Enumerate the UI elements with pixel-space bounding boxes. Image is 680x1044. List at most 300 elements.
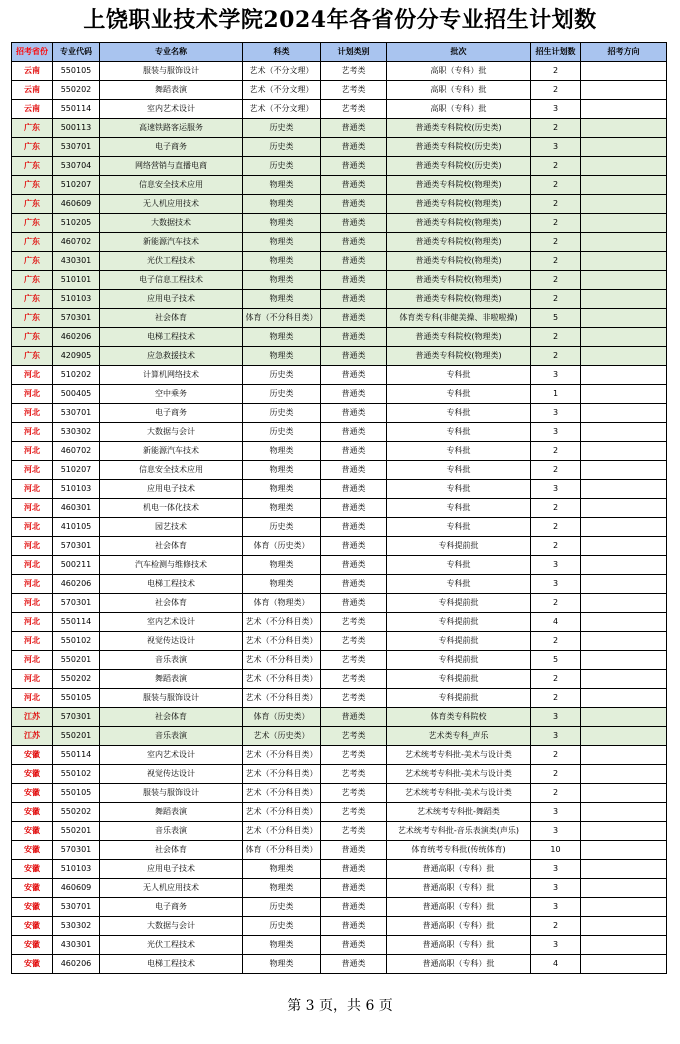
plan-category-cell: 普通类 [321,290,387,309]
major-code-cell: 500211 [53,556,100,575]
table-row [12,841,667,860]
plan-category-cell: 普通类 [321,157,387,176]
plan-category-cell: 普通类 [321,233,387,252]
major-code-cell: 460702 [53,233,100,252]
plan-count-cell: 2 [531,195,581,214]
page-footer: 第 3 页，共 6 页 [287,998,393,1014]
batch-cell: 普通高职（专科）批 [387,860,531,879]
plan-count-cell: 3 [531,366,581,385]
major-name-cell: 音乐表演 [100,822,243,841]
plan-count-cell: 3 [531,100,581,119]
table-row [12,613,667,632]
province-cell: 河北 [12,537,53,556]
province-cell: 广东 [12,119,53,138]
major-name-cell: 大数据技术 [100,214,243,233]
subject-type-cell: 历史类 [243,157,321,176]
plan-category-cell: 普通类 [321,423,387,442]
direction-cell [581,841,667,860]
major-code-cell: 510207 [53,461,100,480]
batch-cell: 普通类专科院校(物理类) [387,195,531,214]
direction-cell [581,176,667,195]
major-code-cell: 460206 [53,575,100,594]
direction-cell [581,423,667,442]
direction-cell [581,670,667,689]
plan-category-cell: 普通类 [321,556,387,575]
major-code-cell: 550102 [53,765,100,784]
plan-category-cell: 艺考类 [321,746,387,765]
batch-cell: 专科批 [387,575,531,594]
major-code-cell: 500113 [53,119,100,138]
header-province: 招考省份 [12,43,53,62]
province-cell: 河北 [12,575,53,594]
major-code-cell: 550114 [53,746,100,765]
batch-cell: 普通高职（专科）批 [387,879,531,898]
plan-count-cell: 2 [531,594,581,613]
major-name-cell: 舞蹈表演 [100,803,243,822]
batch-cell: 普通类专科院校(历史类) [387,157,531,176]
direction-cell [581,537,667,556]
plan-count-cell: 3 [531,138,581,157]
province-cell: 广东 [12,214,53,233]
batch-cell: 专科提前批 [387,613,531,632]
table-row [12,442,667,461]
plan-category-cell: 普通类 [321,708,387,727]
major-code-cell: 530701 [53,404,100,423]
table-row [12,195,667,214]
major-code-cell: 510207 [53,176,100,195]
table-row [12,290,667,309]
province-cell: 广东 [12,309,53,328]
table-row [12,822,667,841]
major-name-cell: 电子商务 [100,138,243,157]
batch-cell: 高职（专科）批 [387,81,531,100]
direction-cell [581,328,667,347]
major-code-cell: 550202 [53,670,100,689]
batch-cell: 普通类专科院校(物理类) [387,290,531,309]
plan-category-cell: 普通类 [321,442,387,461]
header-plan-category: 计划类别 [321,43,387,62]
subject-type-cell: 艺术（不分文理） [243,62,321,81]
major-name-cell: 电子信息工程技术 [100,271,243,290]
major-name-cell: 应用电子技术 [100,860,243,879]
plan-category-cell: 普通类 [321,955,387,974]
plan-category-cell: 普通类 [321,195,387,214]
batch-cell: 艺术统考专科批-舞蹈类 [387,803,531,822]
subject-type-cell: 物理类 [243,879,321,898]
table-row [12,860,667,879]
major-name-cell: 服装与服饰设计 [100,689,243,708]
province-cell: 广东 [12,176,53,195]
major-code-cell: 430301 [53,936,100,955]
subject-type-cell: 艺术（不分科目类） [243,613,321,632]
subject-type-cell: 艺术（不分科目类） [243,822,321,841]
plan-category-cell: 艺考类 [321,632,387,651]
table-body [12,62,667,974]
table-header-row [12,43,667,62]
major-code-cell: 550202 [53,81,100,100]
batch-cell: 体育统考专科批(传统体育) [387,841,531,860]
direction-cell [581,936,667,955]
major-code-cell: 530701 [53,898,100,917]
plan-category-cell: 普通类 [321,879,387,898]
plan-category-cell: 普通类 [321,138,387,157]
table-row [12,81,667,100]
table-row [12,499,667,518]
batch-cell: 专科批 [387,404,531,423]
subject-type-cell: 艺术（不分科目类） [243,689,321,708]
major-name-cell: 新能源汽车技术 [100,442,243,461]
direction-cell [581,860,667,879]
header-batch: 批次 [387,43,531,62]
batch-cell: 专科批 [387,556,531,575]
major-code-cell: 550102 [53,632,100,651]
table-row [12,176,667,195]
plan-count-cell: 2 [531,328,581,347]
major-code-cell: 530701 [53,138,100,157]
direction-cell [581,214,667,233]
direction-cell [581,100,667,119]
major-name-cell: 视觉传达设计 [100,632,243,651]
plan-category-cell: 普通类 [321,271,387,290]
subject-type-cell: 历史类 [243,917,321,936]
plan-category-cell: 普通类 [321,119,387,138]
table-row [12,366,667,385]
major-code-cell: 460206 [53,328,100,347]
major-code-cell: 510101 [53,271,100,290]
plan-count-cell: 5 [531,309,581,328]
province-cell: 河北 [12,632,53,651]
table-row [12,727,667,746]
plan-category-cell: 艺考类 [321,765,387,784]
major-name-cell: 计算机网络技术 [100,366,243,385]
direction-cell [581,62,667,81]
table-row [12,803,667,822]
batch-cell: 普通高职（专科）批 [387,898,531,917]
direction-cell [581,119,667,138]
plan-category-cell: 普通类 [321,404,387,423]
table-row [12,651,667,670]
subject-type-cell: 艺术（不分文理） [243,81,321,100]
direction-cell [581,803,667,822]
plan-category-cell: 艺考类 [321,689,387,708]
plan-category-cell: 艺考类 [321,822,387,841]
plan-count-cell: 2 [531,62,581,81]
major-code-cell: 570301 [53,841,100,860]
major-code-cell: 430301 [53,252,100,271]
plan-count-cell: 3 [531,879,581,898]
direction-cell [581,195,667,214]
plan-count-cell: 2 [531,290,581,309]
direction-cell [581,271,667,290]
direction-cell [581,594,667,613]
major-name-cell: 电子商务 [100,404,243,423]
plan-count-cell: 3 [531,803,581,822]
province-cell: 河北 [12,404,53,423]
batch-cell: 专科提前批 [387,689,531,708]
plan-category-cell: 艺考类 [321,651,387,670]
subject-type-cell: 艺术（不分科目类） [243,765,321,784]
direction-cell [581,442,667,461]
batch-cell: 专科批 [387,518,531,537]
province-cell: 安徽 [12,936,53,955]
plan-count-cell: 3 [531,575,581,594]
plan-count-cell: 2 [531,252,581,271]
table-row [12,157,667,176]
major-code-cell: 500405 [53,385,100,404]
subject-type-cell: 艺术（不分科目类） [243,746,321,765]
province-cell: 广东 [12,252,53,271]
plan-count-cell: 2 [531,81,581,100]
table-row [12,556,667,575]
direction-cell [581,556,667,575]
subject-type-cell: 物理类 [243,936,321,955]
subject-type-cell: 物理类 [243,252,321,271]
major-name-cell: 音乐表演 [100,727,243,746]
plan-count-cell: 4 [531,613,581,632]
batch-cell: 专科批 [387,442,531,461]
batch-cell: 普通高职（专科）批 [387,917,531,936]
plan-category-cell: 普通类 [321,860,387,879]
major-code-cell: 530302 [53,423,100,442]
plan-count-cell: 2 [531,917,581,936]
batch-cell: 体育类专科院校 [387,708,531,727]
major-name-cell: 光伏工程技术 [100,936,243,955]
table-row [12,746,667,765]
plan-count-cell: 5 [531,651,581,670]
subject-type-cell: 历史类 [243,385,321,404]
batch-cell: 普通类专科院校(物理类) [387,176,531,195]
major-code-cell: 460609 [53,879,100,898]
batch-cell: 普通高职（专科）批 [387,936,531,955]
table-row [12,252,667,271]
subject-type-cell: 艺术（历史类） [243,727,321,746]
direction-cell [581,708,667,727]
batch-cell: 专科提前批 [387,632,531,651]
province-cell: 河北 [12,594,53,613]
plan-category-cell: 普通类 [321,518,387,537]
major-name-cell: 信息安全技术应用 [100,461,243,480]
province-cell: 安徽 [12,917,53,936]
table-row [12,271,667,290]
plan-count-cell: 3 [531,860,581,879]
major-name-cell: 社会体育 [100,708,243,727]
major-code-cell: 530302 [53,917,100,936]
plan-count-cell: 2 [531,347,581,366]
header-direction: 招考方向 [581,43,667,62]
batch-cell: 专科批 [387,423,531,442]
batch-cell: 艺术统考专科批-美术与设计类 [387,765,531,784]
plan-category-cell: 普通类 [321,214,387,233]
province-cell: 云南 [12,62,53,81]
plan-category-cell: 普通类 [321,537,387,556]
province-cell: 河北 [12,689,53,708]
subject-type-cell: 物理类 [243,195,321,214]
province-cell: 河北 [12,366,53,385]
direction-cell [581,746,667,765]
direction-cell [581,480,667,499]
subject-type-cell: 物理类 [243,461,321,480]
plan-count-cell: 2 [531,271,581,290]
subject-type-cell: 物理类 [243,214,321,233]
table-row [12,214,667,233]
batch-cell: 专科提前批 [387,670,531,689]
major-name-cell: 服装与服饰设计 [100,784,243,803]
province-cell: 广东 [12,233,53,252]
major-name-cell: 信息安全技术应用 [100,176,243,195]
major-name-cell: 应急救援技术 [100,347,243,366]
plan-count-cell: 3 [531,404,581,423]
province-cell: 河北 [12,461,53,480]
plan-category-cell: 艺考类 [321,670,387,689]
direction-cell [581,157,667,176]
major-code-cell: 550105 [53,784,100,803]
subject-type-cell: 艺术（不分科目类） [243,784,321,803]
subject-type-cell: 物理类 [243,328,321,347]
province-cell: 河北 [12,651,53,670]
major-name-cell: 电梯工程技术 [100,328,243,347]
plan-count-cell: 3 [531,480,581,499]
direction-cell [581,879,667,898]
direction-cell [581,233,667,252]
plan-category-cell: 普通类 [321,328,387,347]
plan-count-cell: 3 [531,708,581,727]
plan-category-cell: 普通类 [321,575,387,594]
subject-type-cell: 物理类 [243,442,321,461]
plan-category-cell: 艺考类 [321,784,387,803]
province-cell: 云南 [12,100,53,119]
subject-type-cell: 体育（不分科目类） [243,841,321,860]
plan-count-cell: 10 [531,841,581,860]
direction-cell [581,917,667,936]
plan-count-cell: 2 [531,537,581,556]
batch-cell: 普通类专科院校(物理类) [387,328,531,347]
province-cell: 广东 [12,271,53,290]
direction-cell [581,898,667,917]
major-code-cell: 410105 [53,518,100,537]
direction-cell [581,309,667,328]
plan-category-cell: 普通类 [321,594,387,613]
batch-cell: 专科批 [387,461,531,480]
province-cell: 安徽 [12,765,53,784]
plan-count-cell: 3 [531,727,581,746]
plan-category-cell: 普通类 [321,898,387,917]
major-code-cell: 550201 [53,727,100,746]
subject-type-cell: 历史类 [243,138,321,157]
province-cell: 安徽 [12,879,53,898]
major-name-cell: 社会体育 [100,537,243,556]
batch-cell: 专科提前批 [387,537,531,556]
subject-type-cell: 历史类 [243,518,321,537]
major-name-cell: 音乐表演 [100,651,243,670]
province-cell: 河北 [12,480,53,499]
major-name-cell: 室内艺术设计 [100,746,243,765]
batch-cell: 艺术类专科_声乐 [387,727,531,746]
subject-type-cell: 物理类 [243,233,321,252]
table-row [12,119,667,138]
major-name-cell: 新能源汽车技术 [100,233,243,252]
subject-type-cell: 体育（不分科目类） [243,309,321,328]
direction-cell [581,347,667,366]
batch-cell: 普通类专科院校(历史类) [387,138,531,157]
province-cell: 广东 [12,328,53,347]
major-code-cell: 460609 [53,195,100,214]
province-cell: 安徽 [12,784,53,803]
province-cell: 广东 [12,347,53,366]
direction-cell [581,252,667,271]
table-row [12,670,667,689]
subject-type-cell: 体育（物理类） [243,594,321,613]
plan-category-cell: 艺考类 [321,62,387,81]
table-row [12,575,667,594]
major-code-cell: 550105 [53,689,100,708]
batch-cell: 专科批 [387,499,531,518]
direction-cell [581,727,667,746]
plan-category-cell: 普通类 [321,385,387,404]
province-cell: 河北 [12,499,53,518]
direction-cell [581,955,667,974]
province-cell: 江苏 [12,708,53,727]
subject-type-cell: 艺术（不分科目类） [243,803,321,822]
province-cell: 安徽 [12,803,53,822]
major-code-cell: 460206 [53,955,100,974]
major-code-cell: 570301 [53,594,100,613]
plan-category-cell: 普通类 [321,841,387,860]
subject-type-cell: 物理类 [243,480,321,499]
table-row [12,328,667,347]
plan-category-cell: 艺考类 [321,81,387,100]
batch-cell: 普通类专科院校(物理类) [387,233,531,252]
table-row [12,537,667,556]
header-plan-count: 招生计划数 [531,43,581,62]
plan-count-cell: 2 [531,233,581,252]
table-row [12,100,667,119]
plan-count-cell: 2 [531,689,581,708]
province-cell: 河北 [12,423,53,442]
subject-type-cell: 体育（历史类） [243,708,321,727]
direction-cell [581,385,667,404]
province-cell: 广东 [12,290,53,309]
major-name-cell: 光伏工程技术 [100,252,243,271]
batch-cell: 体育类专科(非健美操、非啦啦操) [387,309,531,328]
major-code-cell: 570301 [53,708,100,727]
major-code-cell: 460301 [53,499,100,518]
province-cell: 河北 [12,518,53,537]
plan-count-cell: 2 [531,746,581,765]
direction-cell [581,632,667,651]
subject-type-cell: 艺术（不分科目类） [243,632,321,651]
table-row [12,765,667,784]
major-name-cell: 园艺技术 [100,518,243,537]
subject-type-cell: 历史类 [243,898,321,917]
table-row [12,689,667,708]
major-code-cell: 510103 [53,480,100,499]
table-row [12,898,667,917]
plan-category-cell: 普通类 [321,309,387,328]
table-row [12,385,667,404]
province-cell: 云南 [12,81,53,100]
province-cell: 广东 [12,195,53,214]
table-row [12,879,667,898]
batch-cell: 专科批 [387,480,531,499]
major-name-cell: 电梯工程技术 [100,575,243,594]
plan-category-cell: 艺考类 [321,613,387,632]
direction-cell [581,518,667,537]
subject-type-cell: 物理类 [243,176,321,195]
table-row [12,347,667,366]
major-code-cell: 510202 [53,366,100,385]
major-name-cell: 大数据与会计 [100,917,243,936]
plan-category-cell: 普通类 [321,499,387,518]
